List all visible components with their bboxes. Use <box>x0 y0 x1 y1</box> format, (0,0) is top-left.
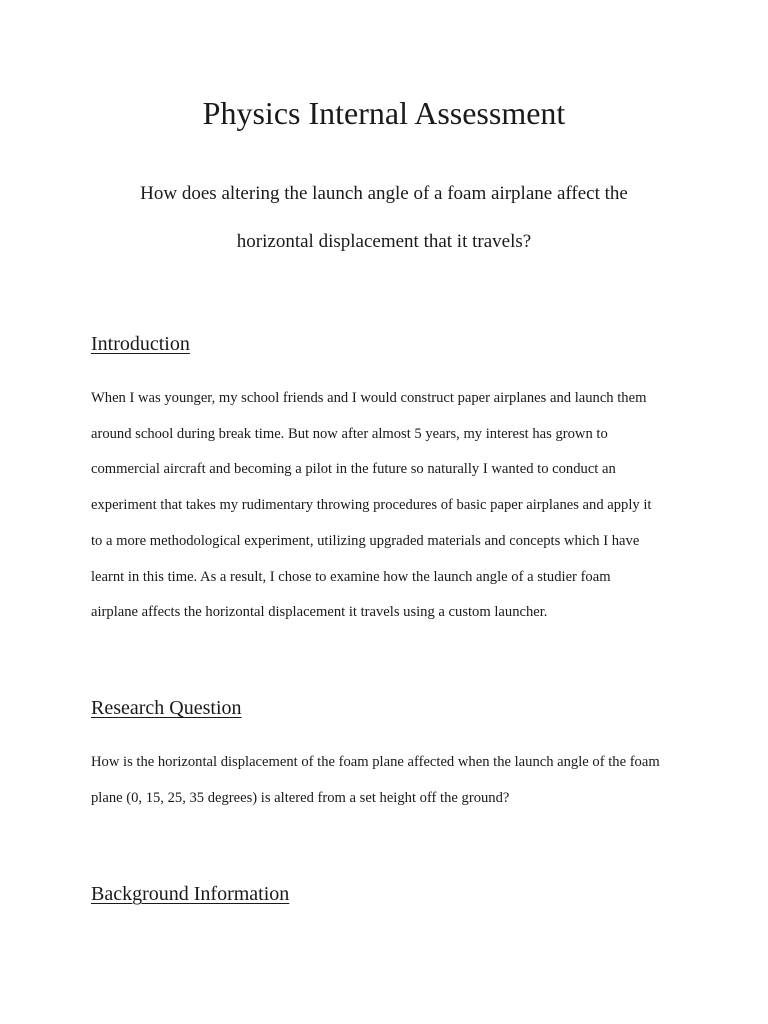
paragraph-line: to a more methodological experiment, utilizing upgraded materials and concepts which I have <box>91 532 640 549</box>
introduction-heading: Introduction <box>91 333 190 355</box>
introduction-paragraph <box>91 381 691 631</box>
subtitle-line: How does altering the launch angle of a foam airplane affect the <box>140 183 628 204</box>
background-information-heading: Background Information <box>91 883 290 905</box>
paragraph-line: When I was younger, my school friends and I would construct paper airplanes and launch them <box>91 390 647 406</box>
paragraph-line: learnt in this time. As a result, I chose to examine how the launch angle of a studier foam <box>91 568 611 585</box>
paragraph-line: experiment that takes my rudimentary throwing procedures of basic paper airplanes and apply it <box>91 497 652 514</box>
document-title: Physics Internal Assessment <box>202 95 566 131</box>
research-question-heading: Research Question <box>91 697 242 719</box>
paragraph-line: around school during break time. But now after almost 5 years, my interest has grown to <box>91 425 608 442</box>
paragraph-line: plane (0, 15, 25, 35 degrees) is altered from a set height off the ground? <box>91 789 510 806</box>
subtitle-line: horizontal displacement that it travels? <box>236 231 532 252</box>
paragraph-line: commercial aircraft and becoming a pilot in the future so naturally I wanted to conduct an <box>91 461 616 478</box>
document-subtitle <box>100 170 668 266</box>
research-question-paragraph <box>91 745 691 816</box>
paragraph-line: airplane affects the horizontal displacement it travels using a custom launcher. <box>91 604 548 621</box>
paragraph-line: How is the horizontal displacement of the foam plane affected when the launch angle of the foam <box>91 754 660 770</box>
